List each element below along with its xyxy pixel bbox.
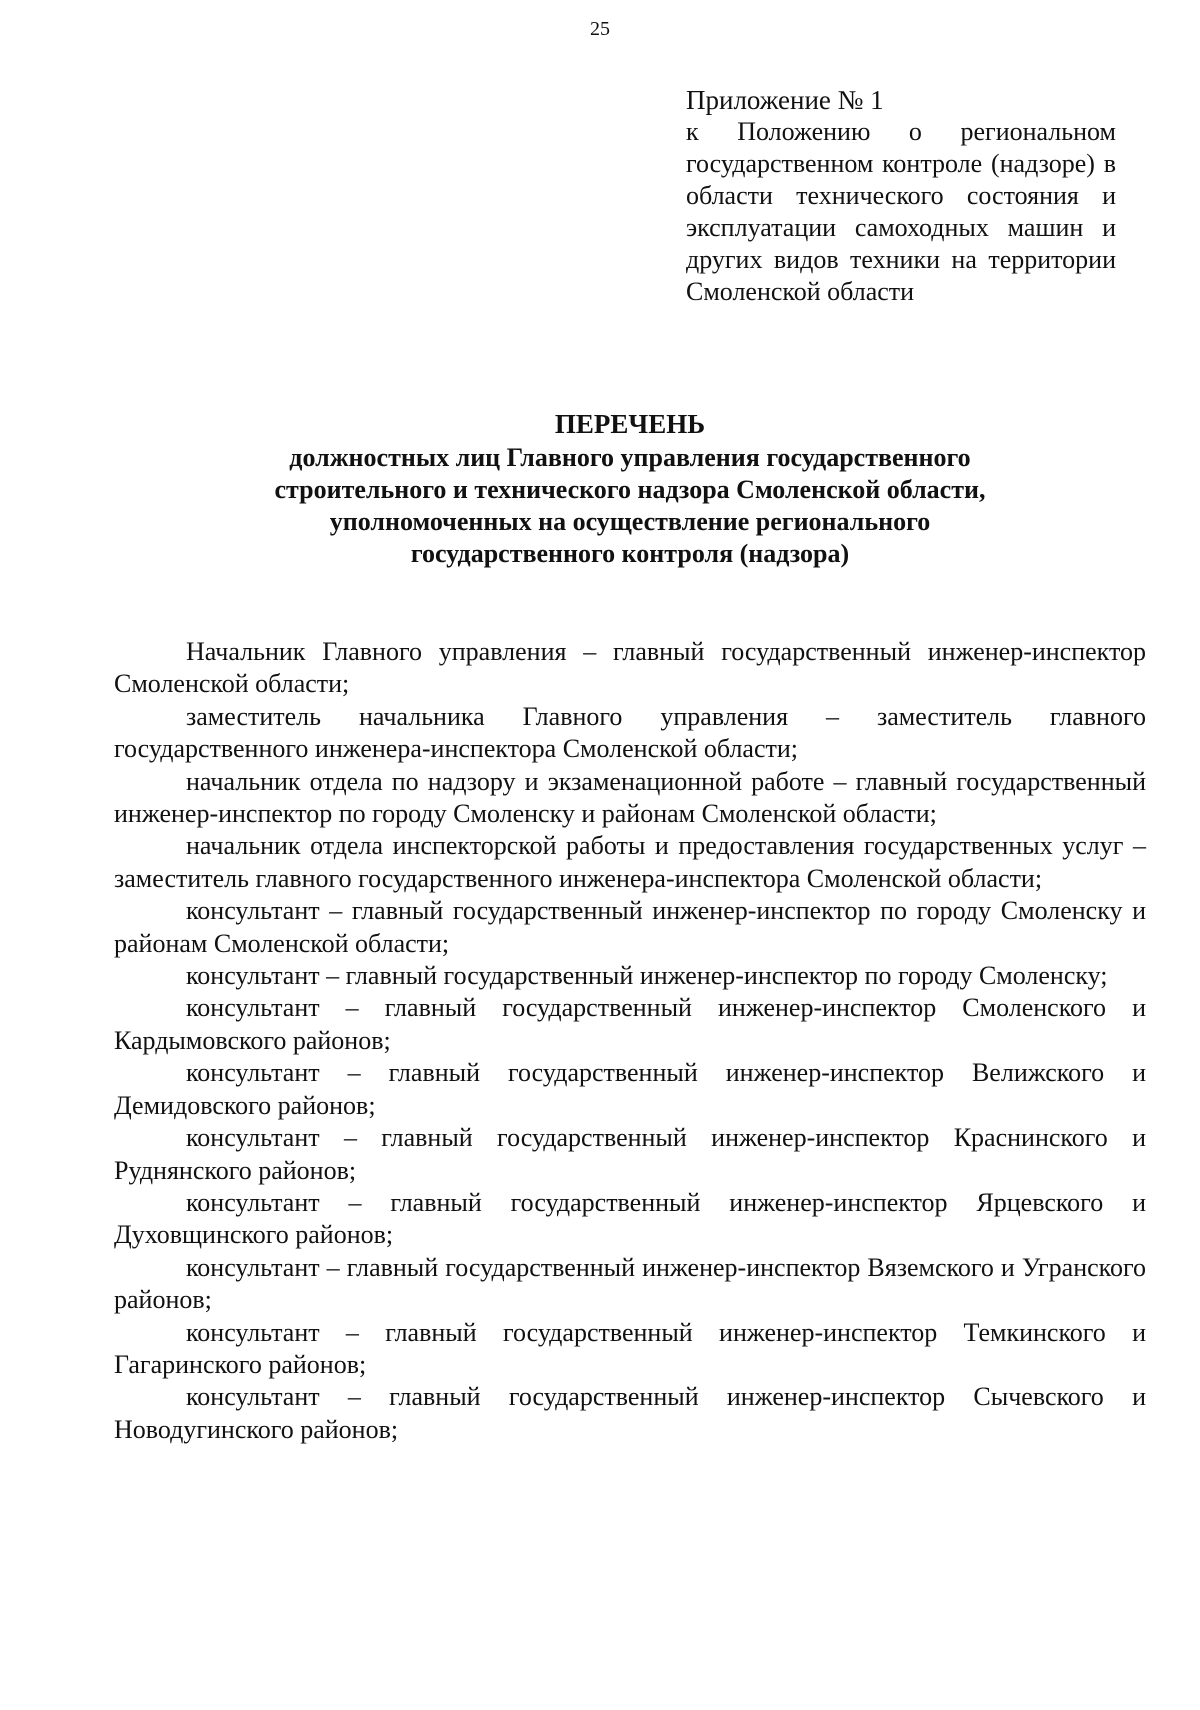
appendix-block [686, 84, 1116, 308]
list-item: консультант – главный государственный инженер-инспектор по городу Смоленску; [186, 961, 1108, 991]
list-item: начальник отдела инспекторской работы и предоставления государственных услуг – заместитель главного государственного инженера-инспектора Смоленской области; [114, 831, 1146, 893]
heading-subtitle: должностных лиц Главного управления государственного строительного и технического надзора Смоленской области, уполномоченных на осуществление регионального государственного контроля (надзора) [274, 443, 986, 568]
list-item: консультант – главный государственный инженер-инспектор Вяземского и Угранского районов; [114, 1252, 1146, 1315]
list-item: консультант – главный государственный инженер-инспектор Краснинского и Руднянского районов; [114, 1123, 1146, 1185]
page-number: 25 [590, 18, 610, 40]
list-item: начальник отдела по надзору и экзаменационной работе – главный государственный инженер-инспектор по городу Смоленску и районам Смоленской области; [114, 766, 1146, 829]
list-item: Начальник Главного управления – главный государственный инженер-инспектор Смоленской области; [114, 637, 1146, 699]
list-item: консультант – главный государственный инженер-инспектор Велижского и Демидовского районов; [114, 1058, 1146, 1120]
list-item: консультант – главный государственный инженер-инспектор по городу Смоленску и районам Смоленской области; [114, 896, 1146, 958]
list-item: консультант – главный государственный инженер-инспектор Смоленского и Кардымовского районов; [114, 993, 1146, 1055]
list-item: заместитель начальника Главного управления – заместитель главного государственного инженера-инспектора Смоленской области; [114, 701, 1146, 764]
list-item: консультант – главный государственный инженер-инспектор Сычевского и Новодугинского районов; [114, 1382, 1146, 1444]
list-item: консультант – главный государственный инженер-инспектор Темкинского и Гагаринского районов; [114, 1317, 1146, 1379]
document-heading [230, 408, 1030, 570]
appendix-title: Приложение № 1 [686, 85, 884, 115]
heading-title: ПЕРЕЧЕНЬ [554, 409, 706, 439]
list-item: консультант – главный государственный инженер-инспектор Ярцевского и Духовщинского районов; [114, 1187, 1146, 1250]
appendix-body: к Положению о региональном государственном контроле (надзоре) в области технического состояния и эксплуатации самоходных машин и других видов техники на территории Смоленской области [686, 117, 1116, 306]
officials-list [114, 636, 1146, 1446]
